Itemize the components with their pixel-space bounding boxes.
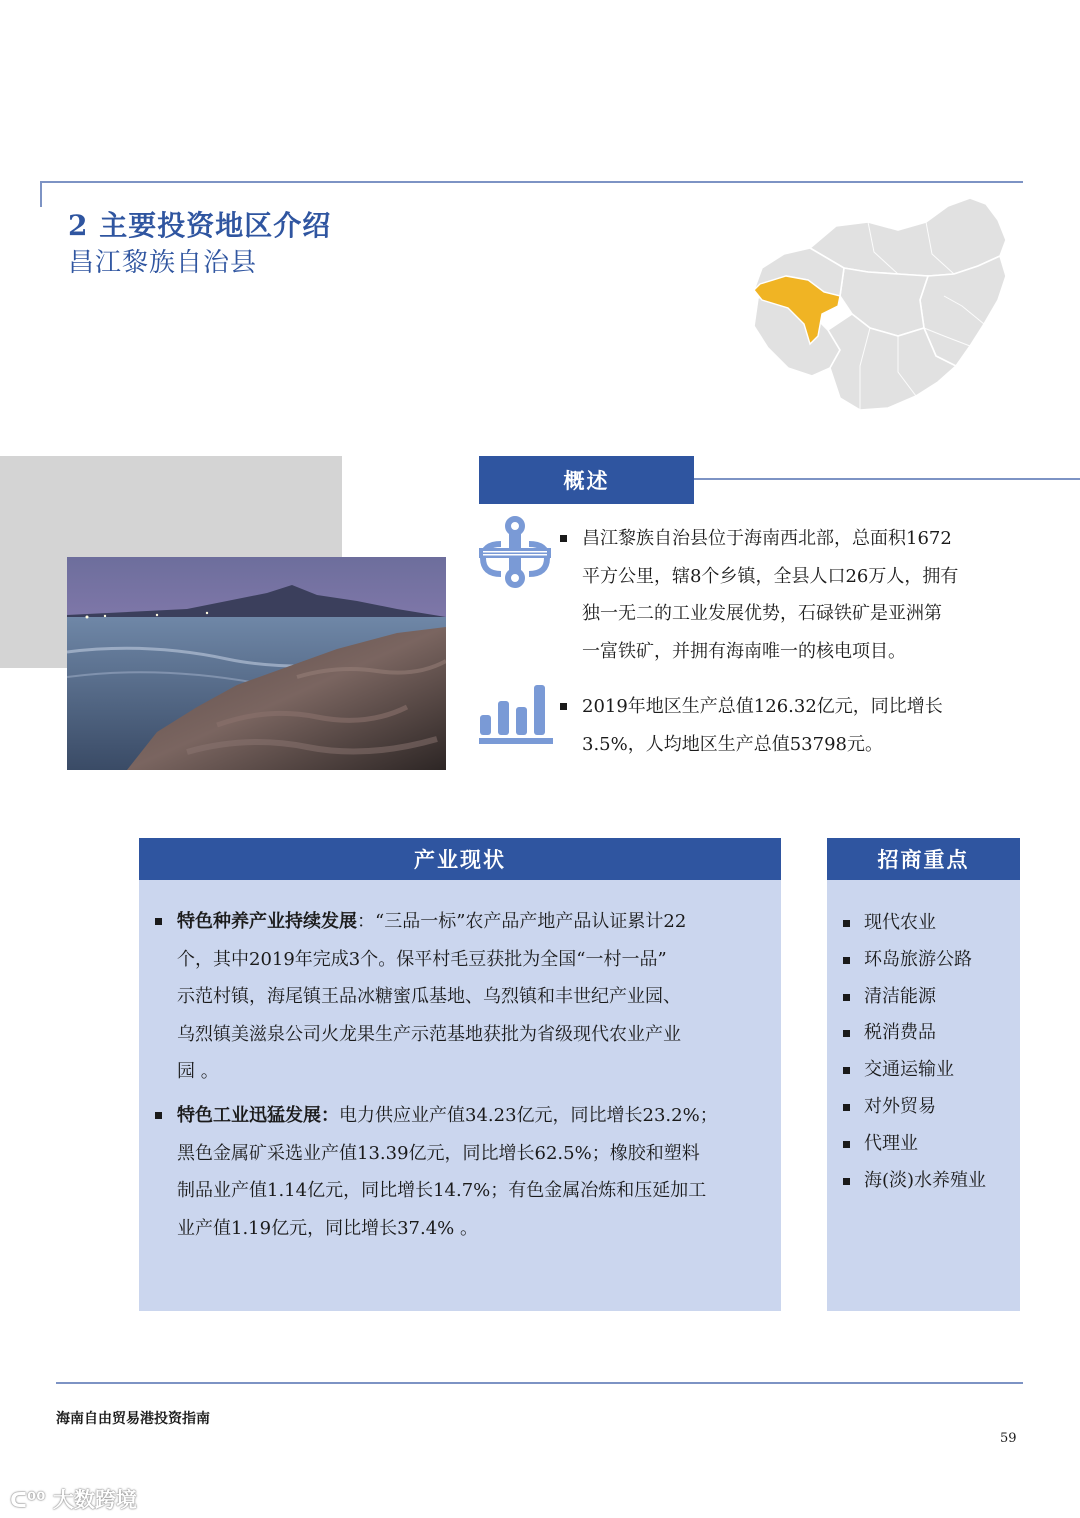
overview-item-2-line: 2019年地区生产总值126.32亿元，同比增长 — [582, 696, 943, 717]
industry-item-2-label: 特色工业迅猛发展： — [177, 1105, 339, 1126]
industry-item-2 — [155, 1097, 765, 1247]
hainan-map — [748, 196, 1012, 416]
bullet-icon — [843, 1030, 850, 1037]
industry-item-1-line: 示范村镇，海尾镇王品冰糖蜜瓜基地、乌烈镇和丰世纪产业园、 — [177, 986, 681, 1007]
network-icon — [479, 516, 551, 588]
focus-heading: 招商重点 — [827, 838, 1020, 880]
overview-item-1 — [560, 520, 1010, 670]
industry-item-1-line: ：“三品一标”农产品产地产品认证累计22 — [357, 911, 687, 932]
bullet-icon — [560, 703, 567, 710]
footer-title: 海南自由贸易港投资指南 — [56, 1411, 210, 1427]
overview-item-1-line: 昌江黎族自治县位于海南西北部，总面积1672 — [582, 528, 952, 549]
overview-item-2-line: 3.5%，人均地区生产总值53798元。 — [582, 733, 883, 755]
bullet-icon — [560, 535, 567, 542]
industry-item-1-line: 园 。 — [177, 1061, 219, 1082]
bullet-icon — [155, 1112, 162, 1119]
watermark-logo-icon: ᑕ⁰⁰ — [10, 1488, 46, 1512]
overview-rule — [694, 478, 1080, 480]
focus-item: 现代农业 — [843, 905, 1018, 942]
bullet-icon — [843, 957, 850, 964]
industry-item-1-label: 特色种养产业持续发展 — [177, 911, 357, 932]
focus-item: 海(淡)水养殖业 — [843, 1163, 1018, 1200]
industry-item-2-line: 电力供应业产值34.23亿元，同比增长23.2%； — [339, 1105, 718, 1126]
focus-item: 代理业 — [843, 1126, 1018, 1163]
focus-item: 环岛旅游公路 — [843, 942, 1018, 979]
page-number: 59 — [1000, 1431, 1017, 1446]
header-rule — [40, 181, 1023, 183]
industry-item-1-line: 乌烈镇美滋泉公司火龙果生产示范基地获批为省级现代农业产业 — [177, 1023, 681, 1045]
focus-item: 对外贸易 — [843, 1089, 1018, 1126]
bullet-icon — [155, 918, 162, 925]
watermark-text: 大数跨境 — [52, 1488, 137, 1512]
focus-item: 交通运输业 — [843, 1052, 1018, 1089]
footer-rule — [56, 1382, 1023, 1384]
overview-item-1-line: 一富铁矿，并拥有海南唯一的核电项目。 — [582, 640, 906, 662]
county-title: 昌江黎族自治县 — [68, 248, 258, 278]
bullet-icon — [843, 994, 850, 1001]
bullet-icon — [843, 1178, 850, 1185]
bar-chart-icon — [479, 683, 553, 745]
industry-heading: 产业现状 — [139, 838, 781, 880]
map-region-north — [810, 198, 1006, 276]
coastline-photo — [67, 557, 446, 770]
header-rule-tick — [40, 181, 42, 207]
industry-item-2-line: 黑色金属矿采选业产值13.39亿元，同比增长62.5%；橡胶和塑料 — [177, 1142, 700, 1164]
bullet-icon — [843, 1104, 850, 1111]
section-title: 2 主要投资地区介绍 — [68, 209, 332, 242]
overview-item-1-line: 独一无二的工业发展优势，石碌铁矿是亚洲第 — [582, 603, 942, 624]
industry-item-1-line: 个，其中2019年完成3个。保平村毛豆获批为全国“一村一品” — [177, 948, 667, 970]
industry-item-2-line: 业产值1.19亿元，同比增长37.4% 。 — [177, 1217, 478, 1239]
industry-item-1 — [155, 903, 765, 1091]
bullet-icon — [843, 1141, 850, 1148]
overview-heading: 概述 — [479, 456, 694, 504]
industry-item-2-line: 制品业产值1.14亿元，同比增长14.7%；有色金属冶炼和压延加工 — [177, 1180, 707, 1201]
bullet-icon — [843, 1067, 850, 1074]
focus-item: 清洁能源 — [843, 979, 1018, 1016]
overview-item-1-line: 平方公里，辖8个乡镇，全县人口26万人，拥有 — [582, 565, 959, 587]
bullet-icon — [843, 920, 850, 927]
watermark — [10, 1484, 137, 1514]
focus-item: 税消费品 — [843, 1015, 1018, 1052]
focus-list — [843, 905, 1018, 1199]
overview-item-2 — [560, 688, 1010, 763]
